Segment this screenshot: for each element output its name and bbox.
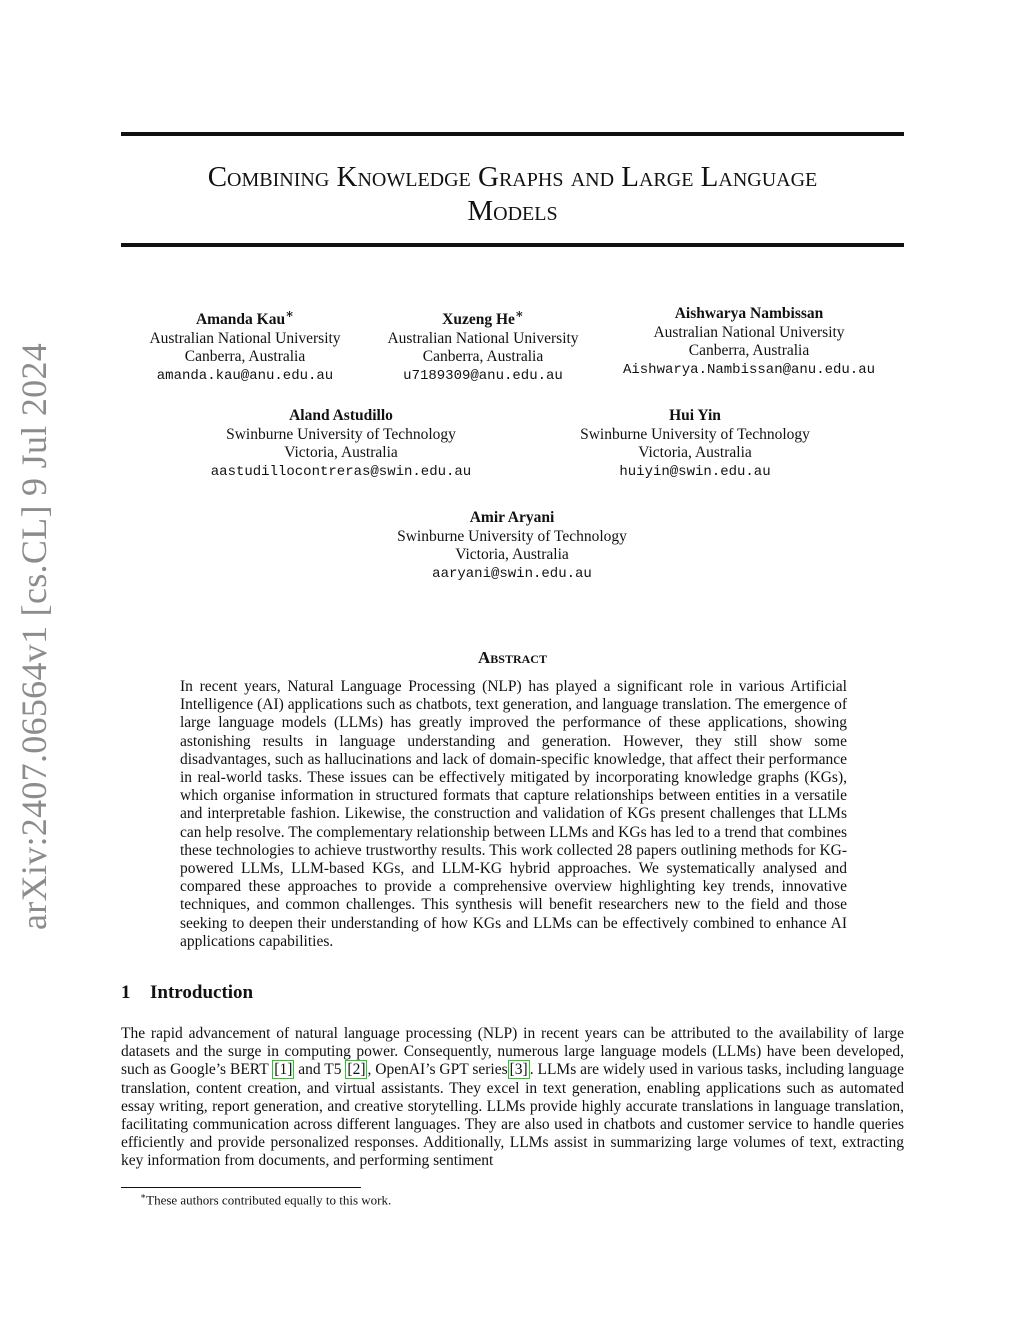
author-block (372, 305, 594, 385)
section-title: Introduction (150, 982, 254, 1003)
footnote-text: These authors contributed equally to this work. (146, 1192, 392, 1208)
paper-title (121, 160, 904, 228)
title-line-2: Models (467, 195, 558, 227)
abstract-text: In recent years, Natural Language Processing (NLP) has played a significant role in various Artificial Intelligence (AI) applications such as chatbots, text generation, and language translation. The emergence of large language models (LLMs) has greatly improved the performance of these applications, showing astonishing results in language understanding and generation. However, they still show some disadvantages, such as hallucinations and lack of domain-specific knowledge, that affect their performance in real-world tasks. These issues can be effectively mitigated by incorporating knowledge graphs (KGs), which organise information in structured formats that capture relationships between entities in a versatile and interpretable fashion. Likewise, the construction and validation of KGs present challenges that LLMs can help resolve. The complementary relationship between LLMs and KGs has led to a trend that combines these technologies to achieve trustworthy results. This work collected 28 papers outlining methods for KG-powered LLMs, LLM-based KGs, and LLM-KG hybrid approaches. We systematically analysed and compared these approaches to provide a comprehensive overview highlighting key trends, innovative techniques, and common challenges. This synthesis will benefit researchers new to the field and those seeking to deepen their understanding of how KGs and LLMs can be effectively combined to enhance AI applications capabilities. (180, 678, 847, 950)
author-email[interactable]: amanda.kau@anu.edu.au (156, 367, 334, 384)
author-affiliation: Australian National University (149, 329, 341, 347)
author-name: Aishwarya Nambissan (674, 305, 824, 322)
author-block (196, 407, 486, 481)
citation-link[interactable]: [2] (347, 1061, 366, 1079)
author-name: Hui Yin (669, 407, 721, 424)
author-location: Canberra, Australia (688, 342, 810, 359)
author-affiliation: Swinburne University of Technology (397, 527, 627, 545)
footnote-rule (121, 1187, 361, 1188)
footnote-mark: ∗ (140, 1191, 147, 1201)
author-affiliation: Australian National University (653, 323, 845, 341)
title-rule-top (121, 132, 904, 136)
intro-paragraph: The rapid advancement of natural language processing (NLP) in recent years can be attributed to the availability of large datasets and the surge in computing power. Consequently, numerous large language models (LLMs) have been developed, such as Google’s BERT [1] and T5 [2] , OpenAI’s GPT series [3] . LLMs are widely used in various tasks, including language translation, content creation, and virtual assistants. They excel in text generation, enabling applications such as automated essay writing, report generation, and creative storytelling. LLMs provide highly accurate translations in language translation, facilitating communication across different languages. They are also used in chatbots and customer service to handle queries efficiently and provide personalized responses. Additionally, LLMs assist in summarizing large volumes of text, extracting key information from documents, and performing sentiment (121, 1025, 904, 1170)
author-block (560, 407, 830, 481)
author-name: Aland Astudillo (289, 407, 393, 424)
footnote (140, 1191, 391, 1208)
section-heading (121, 982, 253, 1004)
author-block (125, 305, 365, 385)
title-rule-bottom (121, 243, 904, 247)
author-affiliation: Swinburne University of Technology (580, 425, 810, 443)
title-line-1: Combining Knowledge Graphs and Large Language (207, 161, 818, 193)
author-name: Amir Aryani (469, 509, 555, 526)
author-email[interactable]: aaryani@swin.edu.au (432, 565, 592, 582)
author-email[interactable]: Aishwarya.Nambissan@anu.edu.au (622, 361, 876, 378)
section-number: 1 (121, 982, 131, 1003)
author-location: Victoria, Australia (455, 546, 569, 563)
author-location: Canberra, Australia (422, 348, 544, 366)
author-location: Canberra, Australia (184, 348, 306, 366)
author-affiliation: Swinburne University of Technology (226, 425, 456, 443)
author-location: Victoria, Australia (638, 444, 752, 461)
author-email[interactable]: huiyin@swin.edu.au (619, 463, 771, 480)
author-email[interactable]: u7189309@anu.edu.au (403, 367, 563, 384)
citation-link[interactable]: [3] (509, 1061, 528, 1079)
author-affiliation: Australian National University (387, 329, 579, 347)
citation-link[interactable]: [1] (274, 1061, 293, 1079)
author-block (372, 509, 652, 583)
author-email[interactable]: aastudillocontreras@swin.edu.au (210, 463, 472, 480)
author-location: Victoria, Australia (284, 444, 398, 461)
abstract-heading: Abstract (478, 648, 547, 667)
author-name: Xuzeng He∗ (442, 306, 524, 329)
author-name: Amanda Kau∗ (195, 306, 295, 329)
arxiv-stamp: arXiv:2407.06564v1 [cs.CL] 9 Jul 2024 (14, 342, 54, 930)
author-block (604, 305, 894, 379)
